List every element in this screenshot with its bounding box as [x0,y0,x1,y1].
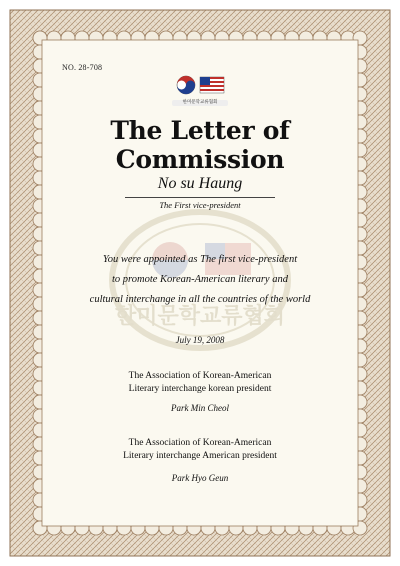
signer-korean-president: Park Min Cheol [171,403,229,413]
issuer-korean [60,370,340,396]
recipient-position: The First vice-president [159,200,241,210]
issue-date: July 19, 2008 [175,335,225,345]
issuer-line: The Association of Korean-American [128,371,272,381]
signer-american-president: Park Hyo Geun [171,473,229,483]
appointment-line: cultural interchange in all the countries of the world [89,294,311,305]
certificate-title: The Letter of Commission [110,116,290,174]
appointment-line: to promote Korean-American literary and [112,274,288,285]
appointment-line: You were appointed as The first vice-president [102,254,298,265]
logo-caption: 한미문학교류협회 [172,100,228,106]
appointment-text [60,250,340,310]
issuer-line: The Association of Korean-American [128,438,272,448]
issuer-line: Literary interchange korean president [128,384,272,394]
issuer-american [60,437,340,463]
document-number: NO. 28-708 [62,63,103,72]
recipient-name: No su Haung [157,175,243,192]
issuer-line: Literary interchange American president [123,451,277,461]
seal-text: 한미문학교류협회 [114,304,286,329]
name-underline [125,197,275,198]
